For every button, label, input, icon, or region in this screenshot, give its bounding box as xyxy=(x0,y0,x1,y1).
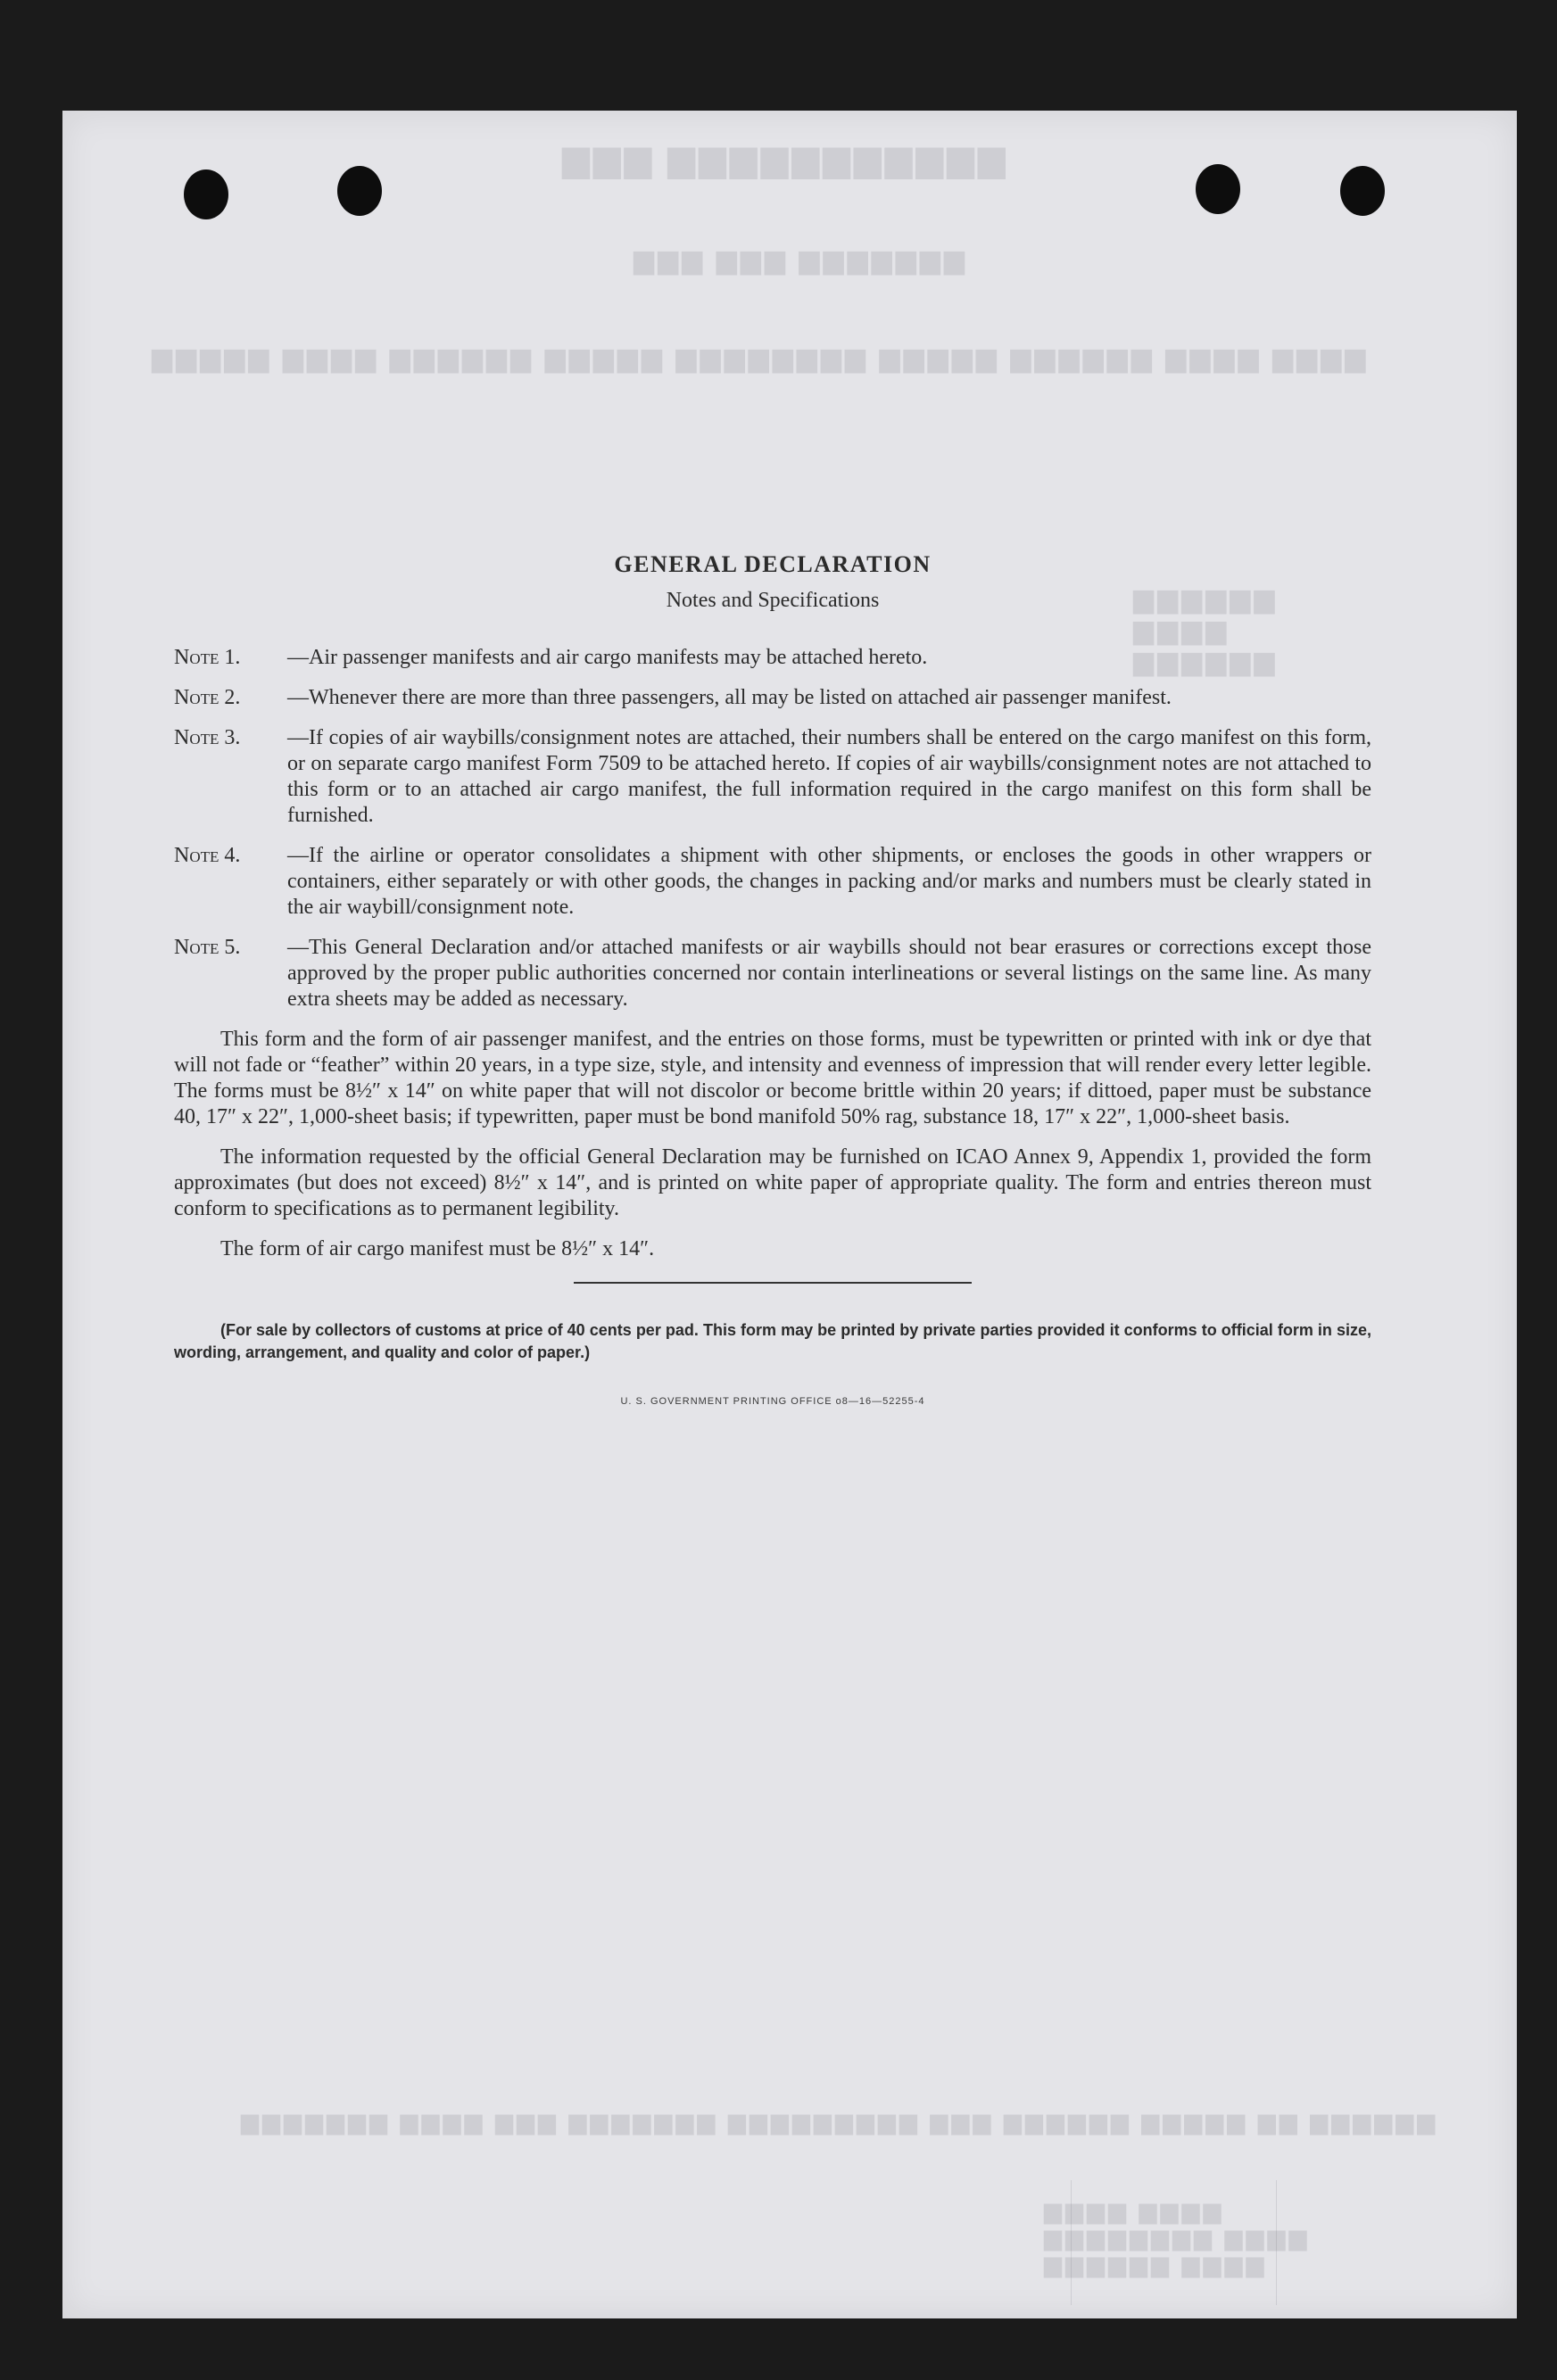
punch-hole xyxy=(337,166,382,216)
punch-hole xyxy=(1340,166,1385,216)
note-text: —This General Declaration and/or attached manifests or air waybills should not bear erasures or corrections except those approved by the proper public authorities concerned nor contain interlineations or several listings on the same line. As many extra sheets may be added as necessary. xyxy=(287,936,1371,1011)
note-2 xyxy=(174,685,1371,711)
document-title: GENERAL DECLARATION xyxy=(614,551,932,577)
bleed-through-block: ▆▆▆▆▆▆ ▆▆▆▆ ▆▆▆▆▆▆ xyxy=(1133,584,1279,676)
note-text: —Whenever there are more than three passengers, all may be listed on attached air passenger manifest. xyxy=(287,686,1172,709)
note-1 xyxy=(174,645,1371,671)
bleed-through-rule xyxy=(1276,2180,1277,2305)
bleed-through-block: ▆▆▆▆ ▆▆▆▆ ▆▆▆▆▆▆▆▆ ▆▆▆▆ ▆▆▆▆▆▆ ▆▆▆▆ xyxy=(1044,2198,1311,2277)
note-label: Note 4. xyxy=(174,844,241,867)
note-label: Note 1. xyxy=(174,646,241,669)
note-text: —Air passenger manifests and air cargo manifests may be attached hereto. xyxy=(287,646,928,669)
paragraph-icao: The information requested by the official General Declaration may be furnished on ICAO Annex 9, Appendix 1, provided the form approximates (but does not exceed) 8½″ x 14″, and is printed on white paper of appropriate quality. The form and entries thereon must conform to specifications as to permanent legibility. xyxy=(174,1145,1371,1220)
paragraph-legibility: This form and the form of air passenger manifest, and the entries on those forms, must be typewritten or printed with ink or dye that will not fade or “feather” within 20 years, in a type size, style, and intensity and evenness of impression that will render every letter legible. The forms must be 8½″ x 14″ on white paper that will not discolor or become brittle within 20 years; if dittoed, paper must be substance 40, 17″ x 22″, 1,000-sheet basis; if typewritten, paper must be bond manifold 50% rag, substance 18, 17″ x 22″, 1,000-sheet basis. xyxy=(174,1028,1371,1128)
note-text: —If the airline or operator consolidates a shipment with other shipments, or encloses the goods in other wrappers or containers, either separately or with other goods, the changes in packing and/or marks and numbers must be clearly stated in the air waybill/consignment note. xyxy=(287,844,1371,919)
divider-rule xyxy=(574,1282,972,1284)
document-subtitle: Notes and Specifications xyxy=(666,589,880,612)
bleed-through-heading: ▆▆▆ ▆▆▆▆▆▆▆▆▆▆▆ xyxy=(562,138,1009,178)
note-text: —If copies of air waybills/consignment notes are attached, their numbers shall be entered on the cargo manifest on this form, or on separate cargo manifest Form 7509 to be attached hereto. If copies of air waybills/consignment notes are not attached to this form or to an attached air cargo manifest, the full information required in the cargo manifest on this form shall be furnished. xyxy=(287,726,1371,827)
sale-notice: (For sale by collectors of customs at price of 40 cents per pad. This form may be printed by private parties provided it conforms to official form in size, wording, arrangement, and quality and color of paper.) xyxy=(174,1321,1371,1361)
note-4 xyxy=(174,843,1371,921)
note-label: Note 2. xyxy=(174,686,241,709)
note-label: Note 3. xyxy=(174,726,241,749)
gpo-imprint: U. S. GOVERNMENT PRINTING OFFICE o8—16—52255-4 xyxy=(620,1396,925,1407)
note-label: Note 5. xyxy=(174,936,241,959)
paragraph-cargo-size: The form of air cargo manifest must be 8½″ x 14″. xyxy=(220,1237,655,1260)
bleed-through-rule xyxy=(1071,2180,1072,2305)
punch-hole xyxy=(1196,164,1240,214)
bleed-through-line: ▆▆▆ ▆▆▆ ▆▆▆▆▆▆▆ xyxy=(634,245,968,275)
punch-hole xyxy=(184,169,228,219)
note-3 xyxy=(174,725,1371,829)
bleed-through-line: ▆▆▆▆▆▆▆ ▆▆▆▆ ▆▆▆ ▆▆▆▆▆▆▆ ▆▆▆▆▆▆▆▆▆ ▆▆▆ ▆▆▆▆▆▆ ▆▆▆▆▆ ▆▆ ▆▆▆▆▆▆ xyxy=(241,2109,1439,2135)
bleed-through-line: ▆▆▆▆▆ ▆▆▆▆ ▆▆▆▆▆▆ ▆▆▆▆▆ ▆▆▆▆▆▆▆▆ ▆▆▆▆▆ ▆▆▆▆▆▆ ▆▆▆▆ ▆▆▆▆ xyxy=(152,343,1370,373)
declaration-notes xyxy=(174,437,1371,1407)
note-5 xyxy=(174,935,1371,1012)
